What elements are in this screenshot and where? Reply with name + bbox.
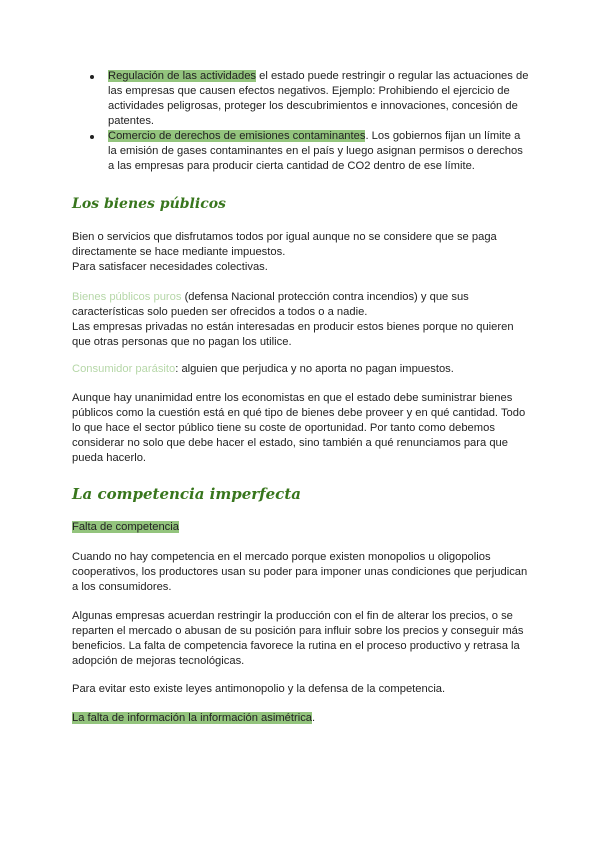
subheading-informacion-asimetrica (72, 711, 528, 726)
bienes-puros-paragraph (72, 290, 528, 350)
subheading-falta-competencia (72, 520, 528, 535)
intro-paragraph (72, 230, 528, 275)
section-heading-bienes-publicos: Los bienes públicos (72, 196, 226, 212)
consumidor-paragraph (72, 362, 528, 377)
bienes-puros-text-2: Las empresas privadas no están interesadas en producir estos bienes porque no quieren que otras personas que no pagan los utilice. (72, 321, 514, 348)
bullet-list (90, 69, 530, 174)
intro-line-1: Bien o servicios que disfrutamos todos por igual aunque no se considere que se paga directamente se hace mediante impuestos. (72, 231, 497, 258)
falta-competencia-highlight: Falta de competencia (72, 521, 179, 533)
informacion-asimetrica-highlight: La falta de información la información asimétrica (72, 712, 313, 724)
empresas-paragraph: Algunas empresas acuerdan restringir la producción con el fin de alterar los precios, o se reparten el mercado o abusan de su posición para influir sobre los precios y conseguir más beneficios. La falta de competencia favorece la rutina en el proceso productivo y retrasa la adopción de mejoras tecnológicas. (72, 610, 524, 667)
bullet-text: . Los gobiernos fijan un límite a la emisión de gases contaminantes en el país y luego asignan permisos o derechos a las empresas para producir cierta cantidad de CO2 dentro de ese límite. (108, 130, 523, 172)
bullet-dot-icon (90, 135, 94, 139)
antimonopolio-paragraph: Para evitar esto existe leyes antimonopolio y la defensa de la competencia. (72, 683, 446, 695)
bullet-dot-icon (90, 75, 94, 79)
consumidor-term: Consumidor parásito (72, 363, 176, 375)
bullet-item (90, 69, 530, 129)
bienes-puros-term: Bienes públicos puros (72, 291, 182, 303)
informacion-asimetrica-tail: . (312, 712, 316, 724)
section-heading-competencia: La competencia imperfecta (72, 485, 301, 503)
bullet-highlight: Comercio de derechos de emisiones contaminantes (108, 130, 366, 142)
consumidor-text: : alguien que perjudica y no aporta no pagan impuestos. (175, 363, 454, 375)
intro-line-2: Para satisfacer necesidades colectivas. (72, 261, 268, 273)
unanimidad-paragraph: Aunque hay unanimidad entre los economistas en que el estado debe suministrar bienes públicos como la cuestión está en qué tipo de bienes debe proveer y en qué cantidad. Todo lo que hace el sector público tiene su coste de oportunidad. Por tanto como debemos considerar no solo que debe hacer el estado, sino también a qué renunciamos para que pueda hacerlo. (72, 392, 526, 464)
bullet-item (90, 129, 530, 174)
monopolios-paragraph: Cuando no hay competencia en el mercado porque existen monopolios u oligopolios cooperativos, los productores usan su poder para imponer unas condiciones que perjudican a los consumidores. (72, 551, 528, 593)
bullet-highlight: Regulación de las actividades (108, 70, 257, 82)
bullet-text: el estado puede restringir o regular las actuaciones de las empresas que causen efectos negativos. Ejemplo: Prohibiendo el ejercicio de actividades peligrosas, proteger los descubrimientos e innovaciones, concesión de patentes. (108, 70, 529, 127)
bienes-puros-text: (defensa Nacional protección contra incendios) y que sus características solo pueden ser ofrecidos a todos o a nadie. (72, 291, 469, 318)
